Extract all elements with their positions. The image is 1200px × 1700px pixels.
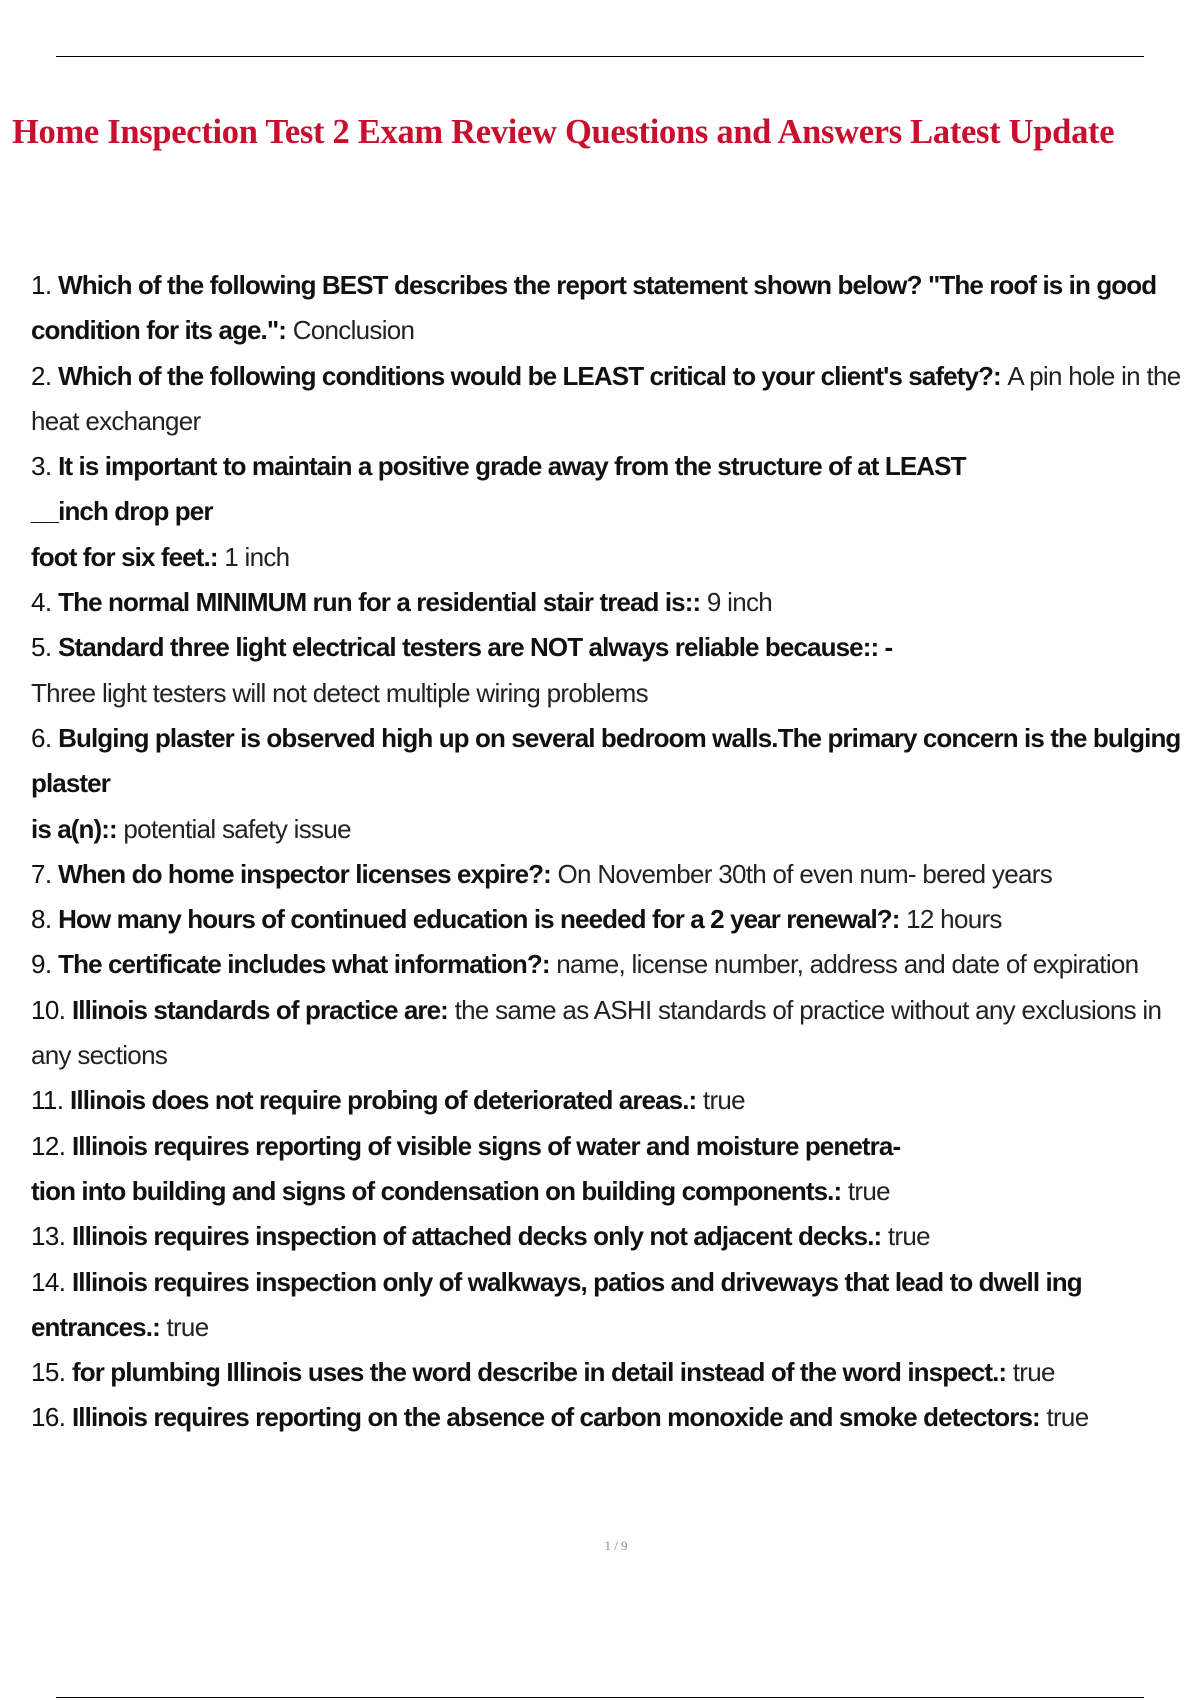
qa-item	[31, 580, 1200, 625]
qa-item	[31, 263, 1200, 354]
answer: true	[887, 1221, 930, 1252]
answer: 9 inch	[706, 587, 773, 618]
item-number: 12.	[31, 1130, 66, 1161]
item-number: 10.	[31, 994, 66, 1025]
bottom-rule	[56, 1697, 1144, 1698]
item-number: 11.	[31, 1085, 64, 1116]
qa-item	[31, 1395, 1200, 1440]
qa-item	[31, 444, 1200, 580]
item-number: 7.	[31, 858, 52, 889]
item-number: 5.	[31, 632, 52, 663]
question: Illinois requires reporting of visible signs of water and moisture penetra- tion into building and signs of condensation on building components.:	[31, 1130, 901, 1206]
question: The certificate includes what information?:	[58, 949, 550, 980]
answer: 12 hours	[906, 904, 1002, 935]
answer: Conclusion	[292, 315, 415, 346]
item-number: 2.	[31, 360, 52, 391]
answer: true	[847, 1175, 890, 1206]
question: How many hours of continued education is needed for a 2 year renewal?:	[58, 904, 900, 935]
item-number: 6.	[31, 722, 52, 753]
qa-item	[31, 1124, 1200, 1215]
question: for plumbing Illinois uses the word describe in detail instead of the word inspect.:	[71, 1357, 1007, 1388]
qa-item	[31, 1214, 1200, 1259]
question: When do home inspector licenses expire?:	[58, 858, 551, 889]
item-number: 1.	[31, 270, 52, 300]
answer: true	[1046, 1402, 1089, 1433]
item-number: 3.	[31, 451, 52, 482]
answer: A pin hole in the heat exchanger	[31, 360, 1181, 436]
qa-item	[31, 1260, 1200, 1351]
qa-item	[31, 897, 1200, 942]
question: Illinois does not require probing of deteriorated areas.:	[70, 1085, 697, 1116]
item-number: 13.	[31, 1221, 66, 1252]
answer: true	[1012, 1357, 1055, 1388]
item-number: 16.	[31, 1402, 66, 1433]
question: Illinois requires inspection only of walkways, patios and driveways that lead to dwell ing entrances.:	[31, 1266, 1082, 1342]
item-number: 8.	[31, 904, 52, 935]
document-title: Home Inspection Test 2 Exam Review Questions and Answers Latest Update	[12, 113, 1115, 151]
answer: Three light testers will not detect multiple wiring problems	[31, 677, 648, 708]
qa-item	[31, 354, 1200, 445]
item-number: 15.	[31, 1357, 66, 1388]
page-number: 1 / 9	[604, 1538, 628, 1553]
question: Which of the following BEST describes the report statement shown below? "The roof is in good condition for its age.":	[31, 270, 1157, 346]
answer: true	[166, 1311, 209, 1342]
answer: On November 30th of even num- bered years	[557, 858, 1052, 889]
qa-item	[31, 988, 1200, 1079]
question: Bulging plaster is observed high up on several bedroom walls.The primary concern is the bulging plaster is a(n)::	[31, 722, 1181, 844]
question: Illinois requires reporting on the absence of carbon monoxide and smoke detectors:	[71, 1402, 1040, 1433]
qa-item	[31, 625, 1200, 716]
qa-item	[31, 852, 1200, 897]
item-number: 14.	[31, 1266, 66, 1297]
answer: true	[702, 1085, 745, 1116]
question: Which of the following conditions would be LEAST critical to your client's safety?:	[58, 360, 1001, 391]
qa-list	[31, 263, 1200, 1441]
question: Illinois standards of practice are:	[71, 994, 448, 1025]
qa-item	[31, 942, 1200, 987]
answer: the same as ASHI standards of practice without any exclusions in any sections	[31, 994, 1162, 1071]
qa-item	[31, 716, 1200, 852]
top-rule	[56, 56, 1144, 57]
answer: 1 inch	[224, 541, 290, 572]
question: The normal MINIMUM run for a residential stair tread is::	[58, 587, 701, 618]
item-number: 4.	[31, 587, 52, 618]
question: Standard three light electrical testers are NOT always reliable because:: -	[58, 632, 893, 663]
answer: name, license number, address and date of expiration	[556, 949, 1139, 980]
qa-item	[31, 1078, 1200, 1123]
question: Illinois requires inspection of attached decks only not adjacent decks.:	[71, 1221, 882, 1252]
item-number: 9.	[31, 949, 52, 980]
question: It is important to maintain a positive grade away from the structure of at LEAST __inch drop per foot for six feet.:	[31, 451, 966, 572]
qa-item	[31, 1350, 1200, 1395]
answer: potential safety issue	[123, 813, 351, 844]
